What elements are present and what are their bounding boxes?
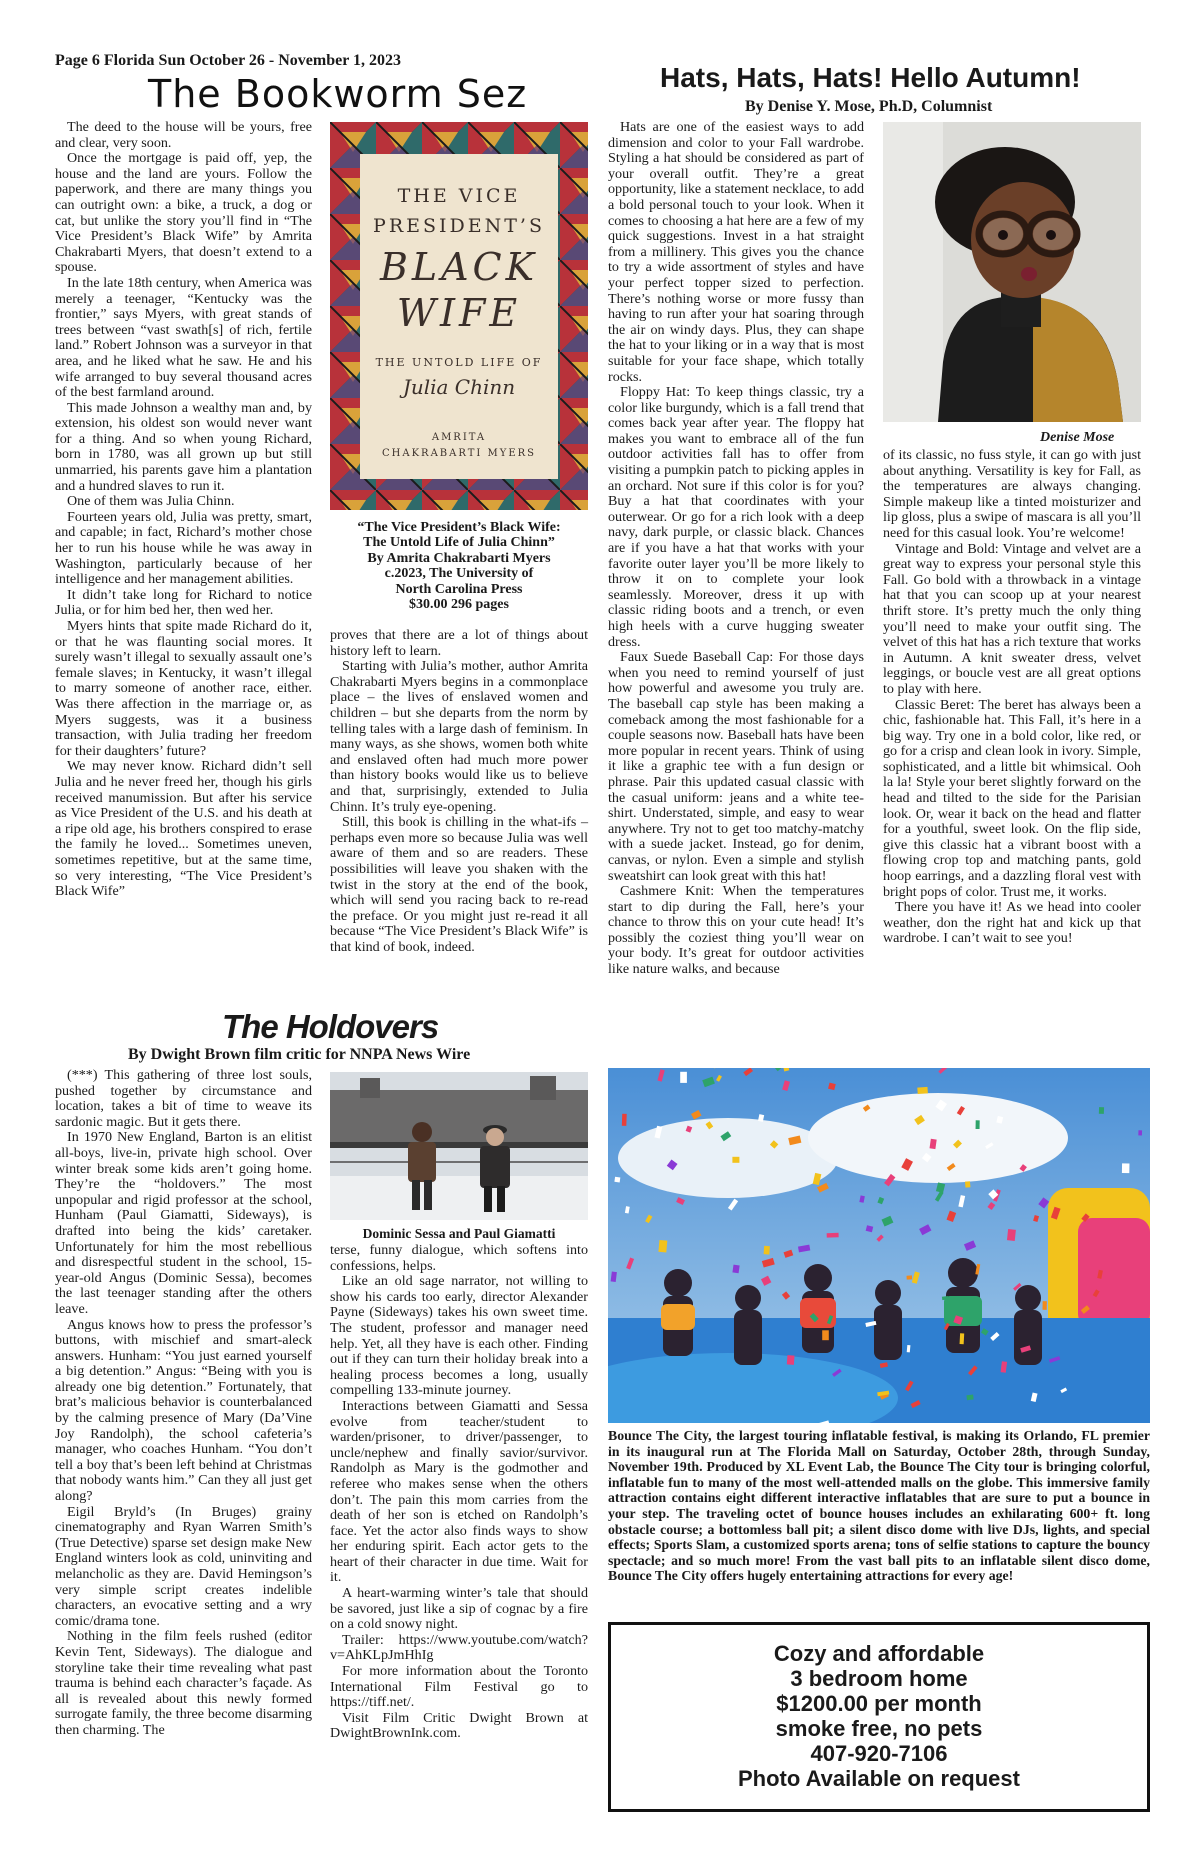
confetti-piece	[622, 1114, 627, 1126]
holdovers-still	[330, 1072, 588, 1220]
ad-line: Cozy and affordable	[773, 1641, 985, 1666]
cover-title-line1: THE VICE	[397, 185, 521, 207]
confetti-piece	[680, 1072, 687, 1083]
hats-column-1	[608, 120, 864, 978]
holdovers-paragraph: Visit Film Critic Dwight Brown at DwightBrownInk.com.	[330, 1709, 588, 1742]
confetti-piece	[614, 1177, 620, 1183]
holdovers-paragraph: Nothing in the film feels rushed (editor Kevin Tent, Sideways). The dialogue and storyline take their time revealing what past trauma is behind each character’s façade. As all is revealed about this newly formed surrogate family, the three become disarming then charming. The	[55, 1628, 312, 1738]
book-caption-line: “The Vice President’s Black Wife:	[357, 520, 561, 535]
cover-author-line1: AMRITA	[431, 432, 487, 443]
bookworm-paragraph: Starting with Julia’s mother, author Amrita Chakrabarti Myers begins in a commonplace place – the lives of enslaved women and children – but she departs from the norm by telling tales with a large dash of feminism. In many ways, as she shows, women both white and enslaved often had much more power than history books would like us to believe and that, surprisingly, extended to Julia Chinn. It’s truly eye-opening.	[330, 658, 588, 815]
ad-line: 3 bedroom home	[790, 1666, 968, 1691]
book-cover-image	[330, 122, 588, 510]
confetti-piece	[942, 1296, 948, 1300]
bookworm-paragraph: We may never know. Richard didn’t sell Julia and he never freed her, though his girls received manumission. But after his service as Vice President of the U.S. and his death at a ripe old age, his brothers conspired to erase the family he loved... Sometimes uneven, sometimes repetitive, but at the same time, so very interesting, “The Vice President’s Black Wife”	[55, 758, 312, 900]
bookworm-column-2	[330, 628, 588, 955]
bookworm-paragraph: It didn’t take long for Richard to notice Julia, or for him bed her, then wed her.	[55, 586, 312, 619]
book-caption-line: The Untold Life of Julia Chinn”	[363, 535, 555, 551]
bookworm-paragraph: In the late 18th century, when America was merely a teenager, “Kentucky was the frontier,” says Myers, with great stands of trees between “vast swath[s] of rich, fertile land.” Robert Johnson was a surveyor in that area, and he liked what he saw. He and his wife arranged to buy several thousand acres of the best farmland around.	[55, 274, 312, 401]
confetti-piece	[965, 1181, 971, 1187]
holdovers-byline: By Dwight Brown film critic for NNPA News Wire	[128, 1046, 471, 1063]
holdovers-photo-caption: Dominic Sessa and Paul Giamatti	[362, 1226, 556, 1241]
confetti-piece	[1043, 1301, 1047, 1310]
hats-column-2	[883, 448, 1141, 947]
bounce-city-image	[608, 1068, 1150, 1423]
hats-paragraph: Vintage and Bold: Vintage and velvet are a great way to express your personal style this Fall. Go bold with a throwback in a vintage hat that you can scoop up at your nearest thrift store. It’s pretty much the only thing you’ll need to make your outfit sing. The velvet of this hat has a rich texture that works in Autumn. A knit sweater dress, velvet leggings, or boucle vest are all great options to play with here.	[883, 540, 1141, 697]
hats-title: Hats, Hats, Hats! Hello Autumn!	[660, 62, 1081, 93]
confetti-piece	[787, 1355, 795, 1365]
holdovers-paragraph: Angus knows how to press the professor’s buttons, with mischief and smart-aleck answers. Hunham: “You just earned yourself a big detention.” Angus: “Being with you is already one big detention.” Fortunately, that brat’s malicious behavior is counterbalanced by the calming presence of Mary (Da’Vine Joy Randolph), the school cafeteria’s manager, who coaches Hunham. “You don’t tell a boy that’s been left behind at Christmas that nobody wants him.” Can they all just get along?	[55, 1316, 312, 1505]
holdovers-paragraph: Like an old sage narrator, not willing to show his cards too early, director Alexander Payne (Sideways) takes his own sweet time. The student, professor and manager need help. Yet, all they have is each other. Finding out if they can turn their holiday break into a healing process becomes a long, usually compelling 133-minute journey.	[330, 1273, 588, 1399]
cover-subject: Julia Chinn	[402, 375, 516, 399]
bookworm-title: The Bookworm Sez	[148, 72, 528, 116]
cover-author-line2: CHAKRABARTI MYERS	[381, 448, 537, 459]
columnist-photo-caption: Denise Mose	[1040, 430, 1115, 445]
hats-paragraph: Cashmere Knit: When the temperatures start to dip during the Fall, here’s your chance to throw this on your cute head! It’s possibly the coziest thing you’ll wear on your body. It’s great for outdoor activities like nature walks, and because	[608, 883, 864, 978]
holdovers-paragraph: A heart-warming winter’s tale that should be savored, just like a sip of cognac by a fire on a cold snowy night.	[330, 1585, 588, 1633]
confetti-piece	[1122, 1163, 1130, 1173]
confetti-piece	[732, 1157, 739, 1163]
hats-paragraph: of its classic, no fuss style, it can go with just about anything. Versatility is key for Fall, as the temperatures are always changing. Simple makeup like a tinted moisturizer and lip gloss, plus a swipe of mascara is all you’ll need for this casual look. You’re welcome!	[883, 447, 1141, 541]
ad-line: 407-920-7106	[810, 1741, 948, 1766]
confetti-piece	[822, 1330, 829, 1340]
ad-line: smoke free, no pets	[775, 1716, 983, 1741]
bounce-caption: Bounce The City, the largest touring inflatable festival, is making its Orlando, FL premier in its inaugural run at The Florida Mall on Saturday, October 28th, through Sunday, November 19th. Produced by XL Event Lab, the Bounce The City tour is bringing colorful, inflatable fun to many of the most well-attended malls on the globe. This immersive family attraction contains eight different interactive inflatables that are sure to put a bounce in your step. The traveling octet of bounce houses includes an exhilarating 600+ ft. long obstacle course; a bottomless ball pit; a silent disco dome with live DJs, lights, and special effects; Sports Slam, a customized sports arena; tons of selfie stations to capture the bouncy spectacle; and so much more! From the vast ball pits to an inflatable silent disco dome, Bounce The City offers hugely entertaining attractions for every age!	[608, 1428, 1150, 1584]
confetti-piece	[1007, 1229, 1016, 1241]
holdovers-paragraph: Trailer: https://www.youtube.com/watch?v=AhKLpJmHhIg	[330, 1631, 588, 1664]
holdovers-paragraph: Eigil Bryld’s (In Bruges) grainy cinematography and Ryan Warren Smith’s (True Detective) sparse set design make New England winters look as cold, uninviting and melancholic as they are. David Hemingson’s very simple script creates indelible characters, an evocative setting and a wry comic/drama tone.	[55, 1503, 312, 1629]
bookworm-paragraph: Once the mortgage is paid off, yep, the house and the land are yours. Follow the paperwork, and there are many things you can outright own: a bike, a truck, a dog or cat, but unlike the story you’ll find in “The Vice President’s Black Wife” by Amrita Chakrabarti Myers, that doesn’t extend to a spouse.	[55, 150, 312, 276]
hats-paragraph: Floppy Hat: To keep things classic, try a color like burgundy, which is a fall trend that comes back year after year. The floppy hat makes you want to embrace all of the fun outdoor activities fall has to offer from visiting a pumpkin patch to picking apples in an orchard. Not sure if this color is for you? Buy a hat that coordinates with your outerwear. Or go for a rich look with a deep navy, dark purple, or classic black. Chances are if you have a hat that works with your favorite outer layer you’ll be more likely to throw it on to complete your look seamlessly. Moreover, dress it up with classic riding boots and a trench, or even high heels with a curve hugging sweater dress.	[608, 384, 864, 650]
bookworm-paragraph: proves that there are a lot of things about history left to learn.	[330, 627, 588, 659]
holdovers-paragraph: In 1970 New England, Barton is an elitist all-boys, live-in, private high school. Over winter break some kids aren’t going home. They’re the “holdovers.” The most unpopular and rigid professor at the school, Hunham (Paul Giamatti, Sideways), is drafted into being the kids’ caretaker. Unfortunately for him the most rebellious and disrespectful student in the school, 15-year-old Angus (Dominic Sessa), becomes the last teenager standing after the others leave.	[55, 1129, 312, 1317]
confetti-piece	[907, 1275, 913, 1279]
hats-paragraph: Faux Suede Baseball Cap: For those days when you need to remind yourself of just how powerful and awesome you truly are. The baseball cap style has been making a comeback among the most fashionable for a couple seasons now. Baseball hats have been more popular in recent years. Think of using it like a graphic tee with a fun design or phrase. Pair this updated casual classic with the casual uniform: jeans and a white tee-shirt. Understated, simple, and easy to wear anywhere. Try not to get too matchy-matchy with a suede jacket. Instead, go for denim, canvas, or nylon. Even a simple and stylish sweatshirt can look great with this hat!	[608, 649, 864, 884]
holdovers-paragraph: terse, funny dialogue, which softens into confessions, helps.	[330, 1242, 588, 1274]
hats-byline: By Denise Y. Mose, Ph.D, Columnist	[745, 98, 993, 115]
ad-line: Photo Available on request	[738, 1766, 1020, 1791]
page-header: Page 6 Florida Sun October 26 - November 1, 2023	[55, 52, 402, 69]
holdovers-column-2	[330, 1243, 588, 1742]
book-caption-line: $30.00 296 pages	[409, 597, 509, 613]
bookworm-paragraph: One of them was Julia Chinn.	[67, 493, 235, 510]
hats-paragraph: Hats are one of the easiest ways to add dimension and color to your Fall wardrobe. Styling a hat should be considered as part of your overall outfit. They’re a great opportunity, like a statement necklace, to add a bold personal touch to your look. When it comes to choosing a hat here are a few of my quick suggestions. Invest in a hat straight from a millinery. This gives you the chance to try a wide assortment of styles and have your perfect topper sized to perfection. There’s nothing worse or more fussy than having to run after your hat soaring through the air on windy days. Plus, they can shape the hat to your liking or in a way that is most suitable for your face shape, which totally rocks.	[608, 119, 864, 385]
columnist-portrait	[883, 122, 1141, 422]
confetti-piece	[732, 1265, 739, 1274]
hats-paragraph: Classic Beret: The beret has always been a chic, fashionable hat. This Fall, it’s here in a big way. Try one in a bold color, like red, or go for a crisp and clean look in ivory. Simple, sophisticated, and a little bit whimsical. Ooh la la! Style your beret slightly forward on the head and tilted to the side for the Parisian look. Or, wear it back on the head and flatter for a youthful, sweet look. On the flip side, give this classic hat a vibrant boost with a flowing crop top and matching pants, gold hoop earrings, and a dazzling floral vest with bright pops of color. Trust me, it works.	[883, 696, 1141, 900]
rental-ad-box	[608, 1622, 1150, 1812]
holdovers-paragraph: Interactions between Giamatti and Sessa evolve from teacher/student to warden/prisoner, to driver/passenger, to uncle/nephew and finally savior/survivor. Randolph as Mary is the godmother and referee who makes sense when the others don’t. The pain this mom carries from the death of her son is etched on Randolph’s face. Yet the actor also finds ways to show her enduring spirit. Each actor gets to the heart of their character in due time. Wait for it.	[330, 1397, 588, 1586]
confetti-piece	[1138, 1130, 1142, 1135]
holdovers-paragraph: (***) This gathering of three lost souls, pushed together by circumstance and location, takes a bit of time to weave its sardonic magic. But it gets there.	[55, 1067, 312, 1130]
book-caption	[325, 520, 593, 612]
hats-paragraph: There you have it! As we head into cooler weather, don the right hat and kick up that wardrobe. I can’t wait to see you!	[883, 899, 1141, 947]
confetti-piece	[960, 1333, 965, 1344]
bookworm-paragraph: Still, this book is chilling in the what-ifs – perhaps even more so because Julia was well aware of them and so are readers. These possibilities will leave you shaken with the twist in the story at the end of the book, which will send you racing back to re-read the preface. Or you might just re-read it all because “The Vice President’s Black Wife” is that kind of book, indeed.	[330, 814, 588, 955]
confetti-piece	[1099, 1107, 1104, 1114]
cover-title-line2: PRESIDENT’S	[373, 215, 545, 237]
confetti-piece	[976, 1120, 980, 1129]
cover-title-line4: WIFE	[396, 291, 522, 335]
bookworm-paragraph: Myers hints that spite made Richard do it, or that he was flaunting social mores. It surely wasn’t illegal to sexually assault one’s female slaves; in Kentucky, it wasn’t illegal to marry someone of another race, either. Was there affection in the marriage or, as Myers suggests, was it a business transaction, with Julia trading her freedom for their daughters’ future?	[55, 618, 312, 759]
bookworm-paragraph: The deed to the house will be yours, free and clear, very soon.	[55, 119, 312, 151]
confetti-piece	[764, 1246, 770, 1255]
book-caption-line: By Amrita Chakrabarti Myers	[367, 550, 551, 566]
bookworm-paragraph: Fourteen years old, Julia was pretty, smart, and capable; in fact, Richard’s mother chose her to run his house while he was away in Washington, particularly because of her intelligence and her management abilities.	[55, 508, 312, 588]
bookworm-paragraph: This made Johnson a wealthy man and, by extension, his oldest son would never want for a thing. And so when young Richard, born in 1780, was all grown up but still unmarried, his parents gave him a plantation and a hundred slaves to run it.	[55, 399, 312, 494]
confetti-piece	[827, 1233, 839, 1238]
confetti-piece	[658, 1240, 667, 1253]
holdovers-paragraph: For more information about the Toronto International Film Festival go to https://tiff.net/.	[330, 1663, 588, 1711]
ad-line: $1200.00 per month	[776, 1691, 982, 1716]
confetti-piece	[907, 1345, 911, 1352]
cover-title-line3: BLACK	[379, 245, 539, 289]
holdovers-column-1	[55, 1068, 312, 1739]
columnist-photo	[883, 122, 1141, 422]
book-caption-line: North Carolina Press	[395, 581, 523, 597]
cover-subtitle: THE UNTOLD LIFE OF	[375, 356, 543, 369]
confetti-piece	[966, 1395, 973, 1401]
holdovers-photo	[330, 1072, 588, 1220]
book-cover-art	[330, 122, 588, 510]
book-caption-line: c.2023, The University of	[384, 566, 534, 582]
bounce-city-photo	[608, 1068, 1150, 1423]
holdovers-title: The Holdovers	[222, 1008, 439, 1045]
bookworm-column-1	[55, 120, 312, 900]
confetti-piece	[917, 1087, 928, 1094]
